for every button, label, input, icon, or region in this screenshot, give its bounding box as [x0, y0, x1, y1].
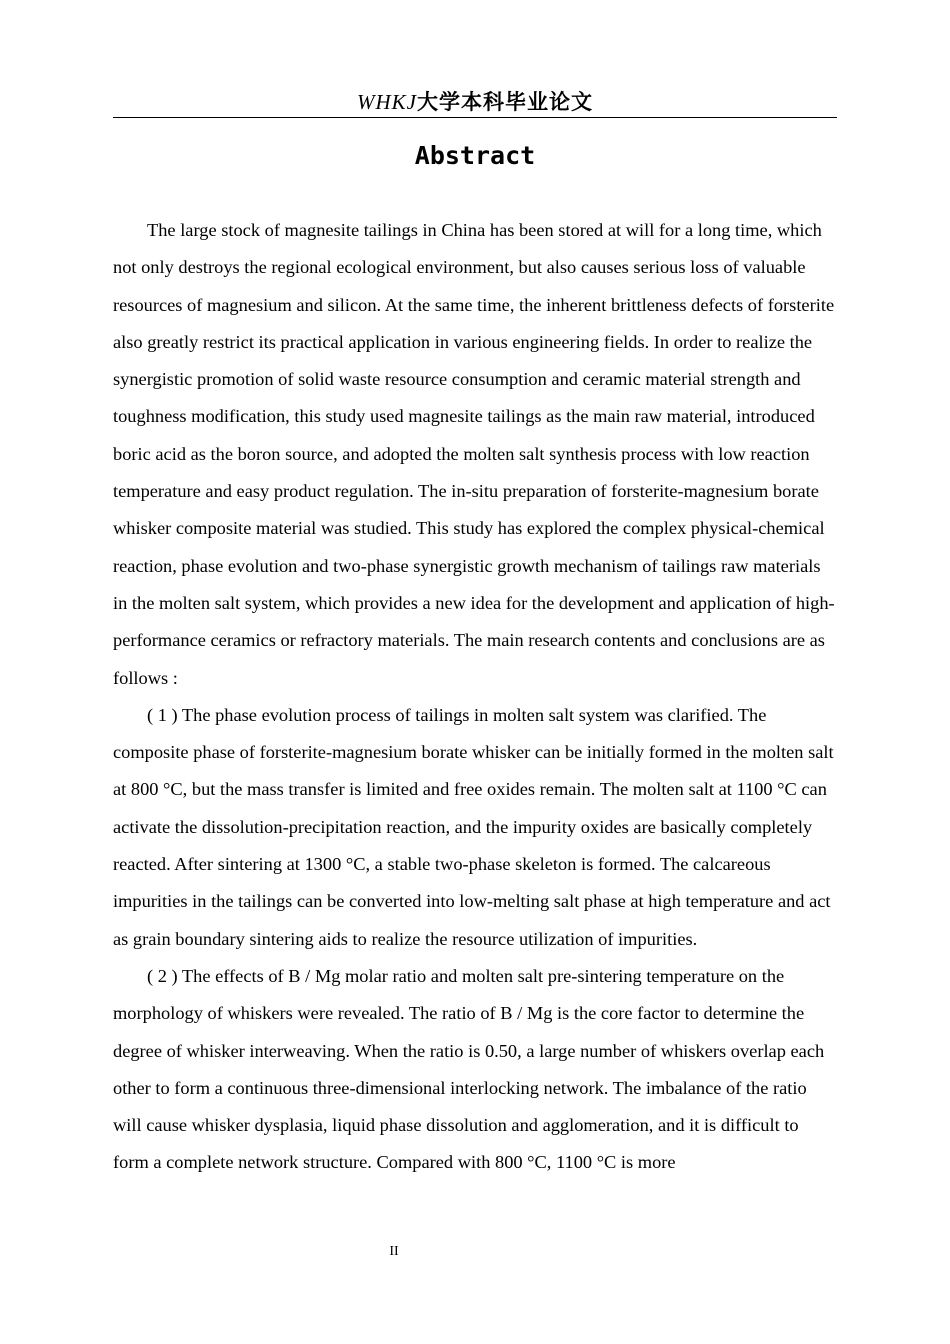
- page-title: Abstract: [414, 141, 536, 170]
- header-institution-code: WHKJ: [357, 90, 417, 114]
- running-header: [113, 88, 837, 116]
- page-number: II: [389, 1244, 399, 1259]
- abstract-body: [113, 212, 837, 1182]
- abstract-paragraph-conclusion-1: ( 1 ) The phase evolution process of tailings in molten salt system was clarified. The composite phase of forsterite-magnesium borate whisker can be initially formed in the molten salt at 800 °C, but the mass transfer is limited and free oxides remain. The molten salt at 1100 °C can activate the dissolution-precipitation reaction, and the impurity oxides are basically completely reacted. After sintering at 1300 °C, a stable two-phase skeleton is formed. The calcareous impurities in the tailings can be converted into low-melting salt phase at high temperature and act as grain boundary sintering aids to realize the resource utilization of impurities.: [113, 704, 834, 949]
- abstract-paragraph-conclusion-2: ( 2 ) The effects of B / Mg molar ratio and molten salt pre-sintering temperature on the morphology of whiskers were revealed. The ratio of B / Mg is the core factor to determine the degree of whisker interweaving. When the ratio is 0.50, a large number of whiskers overlap each other to form a continuous three-dimensional interlocking network. The imbalance of the ratio will cause whisker dysplasia, liquid phase dissolution and agglomeration, and it is difficult to form a complete network structure. Compared with 800 °C, 1100 °C is more: [113, 965, 825, 1173]
- abstract-paragraph-intro: The large stock of magnesite tailings in China has been stored at will for a long time, which not only destroys the regional ecological environment, but also causes serious loss of valuable resources of magnesium and silicon. At the same time, the inherent brittleness defects of forsterite also greatly restrict its practical application in various engineering fields. In order to realize the synergistic promotion of solid waste resource consumption and ceramic material strength and toughness modification, this study used magnesite tailings as the main raw material, introduced boric acid as the boron source, and adopted the molten salt synthesis process with low reaction temperature and easy product regulation. The in-situ preparation of forsterite-magnesium borate whisker composite material was studied. This study has explored the complex physical-chemical reaction, phase evolution and two-phase synergistic growth mechanism of tailings raw materials in the molten salt system, which provides a new idea for the development and application of high-performance ceramics or refractory materials. The main research contents and conclusions are as follows :: [113, 220, 835, 688]
- header-rule: [113, 117, 837, 118]
- header-thesis-label: 大学本科毕业论文: [417, 90, 593, 114]
